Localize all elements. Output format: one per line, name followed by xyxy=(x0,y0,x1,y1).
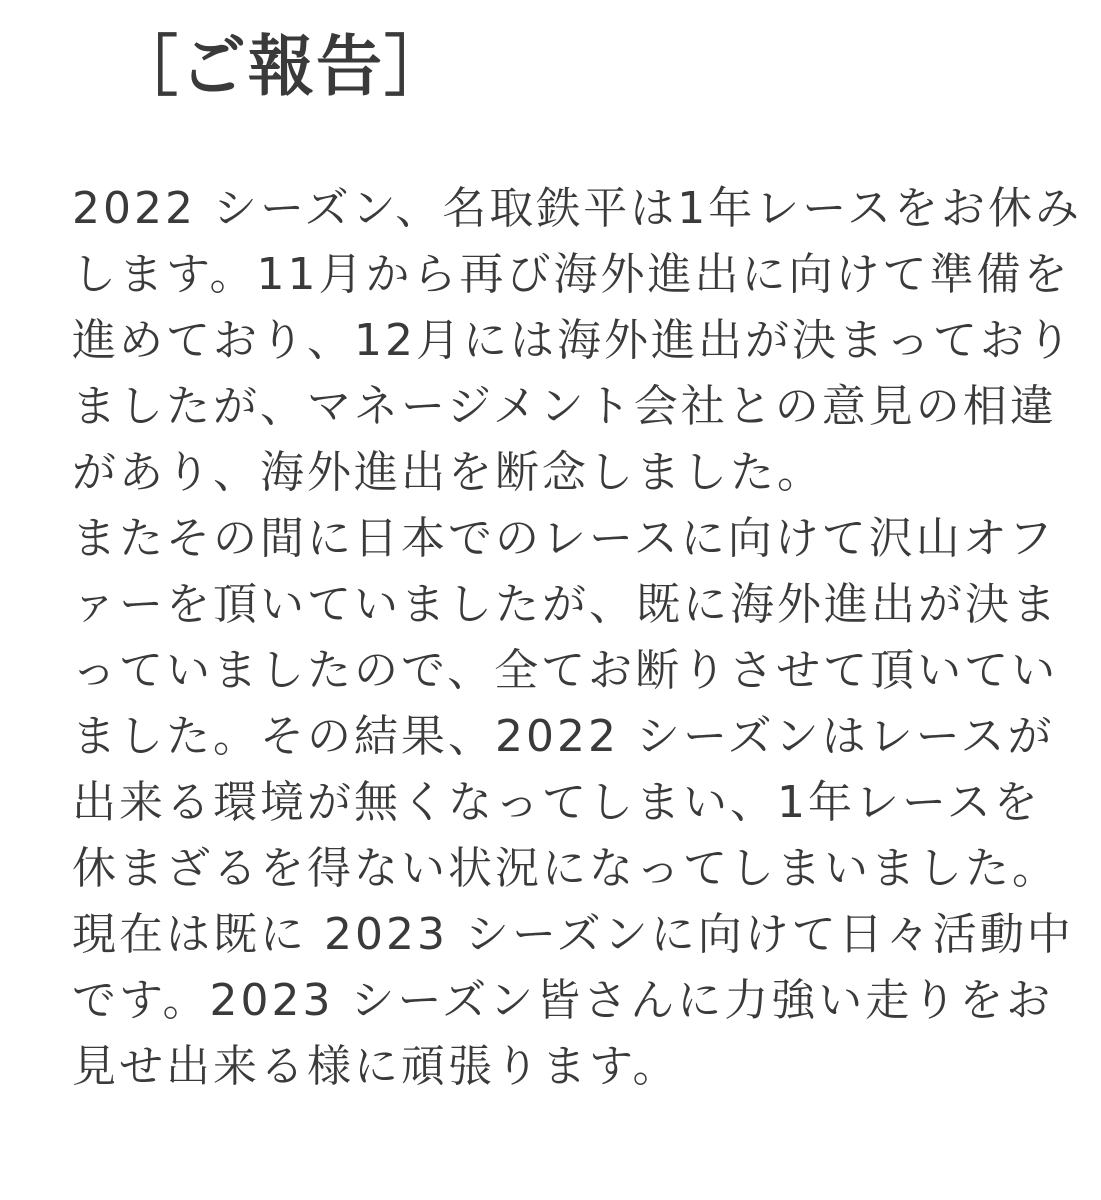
body-line: 出来る環境が無くなってしまい、1年レースを xyxy=(72,777,1041,828)
announcement-title: ［ご報告］ xyxy=(112,28,452,105)
body-line: ましたが、マネージメント会社との意見の相違 xyxy=(72,381,1057,432)
body-line: 現在は既に 2023 シーズンに向けて日々活動中 xyxy=(72,909,1074,960)
body-line: ました。その結果、2022 シーズンはレースが xyxy=(72,711,1055,762)
body-line: 進めており、12月には海外進出が決まっており xyxy=(72,315,1074,366)
announcement-body xyxy=(72,176,1083,1100)
body-line: があり、海外進出を断念しました。 xyxy=(72,447,824,498)
body-line: ァーを頂いていましたが、既に海外進出が決ま xyxy=(72,579,1059,630)
body-line: 見せ出来る様に頑張ります。 xyxy=(72,1041,680,1092)
body-line: します。11月から再び海外進出に向けて準備を xyxy=(72,249,1071,300)
body-line: 休まざるを得ない状況になってしまいました。 xyxy=(72,843,1059,894)
body-line: っていましたので、全てお断りさせて頂いてい xyxy=(72,645,1059,696)
body-line: です。2023 シーズン皆さんに力強い走りをお xyxy=(72,975,1054,1026)
body-line: 2022 シーズン、名取鉄平は1年レースをお休み xyxy=(72,183,1083,234)
body-line: またその間に日本でのレースに向けて沢山オフ xyxy=(72,513,1056,564)
